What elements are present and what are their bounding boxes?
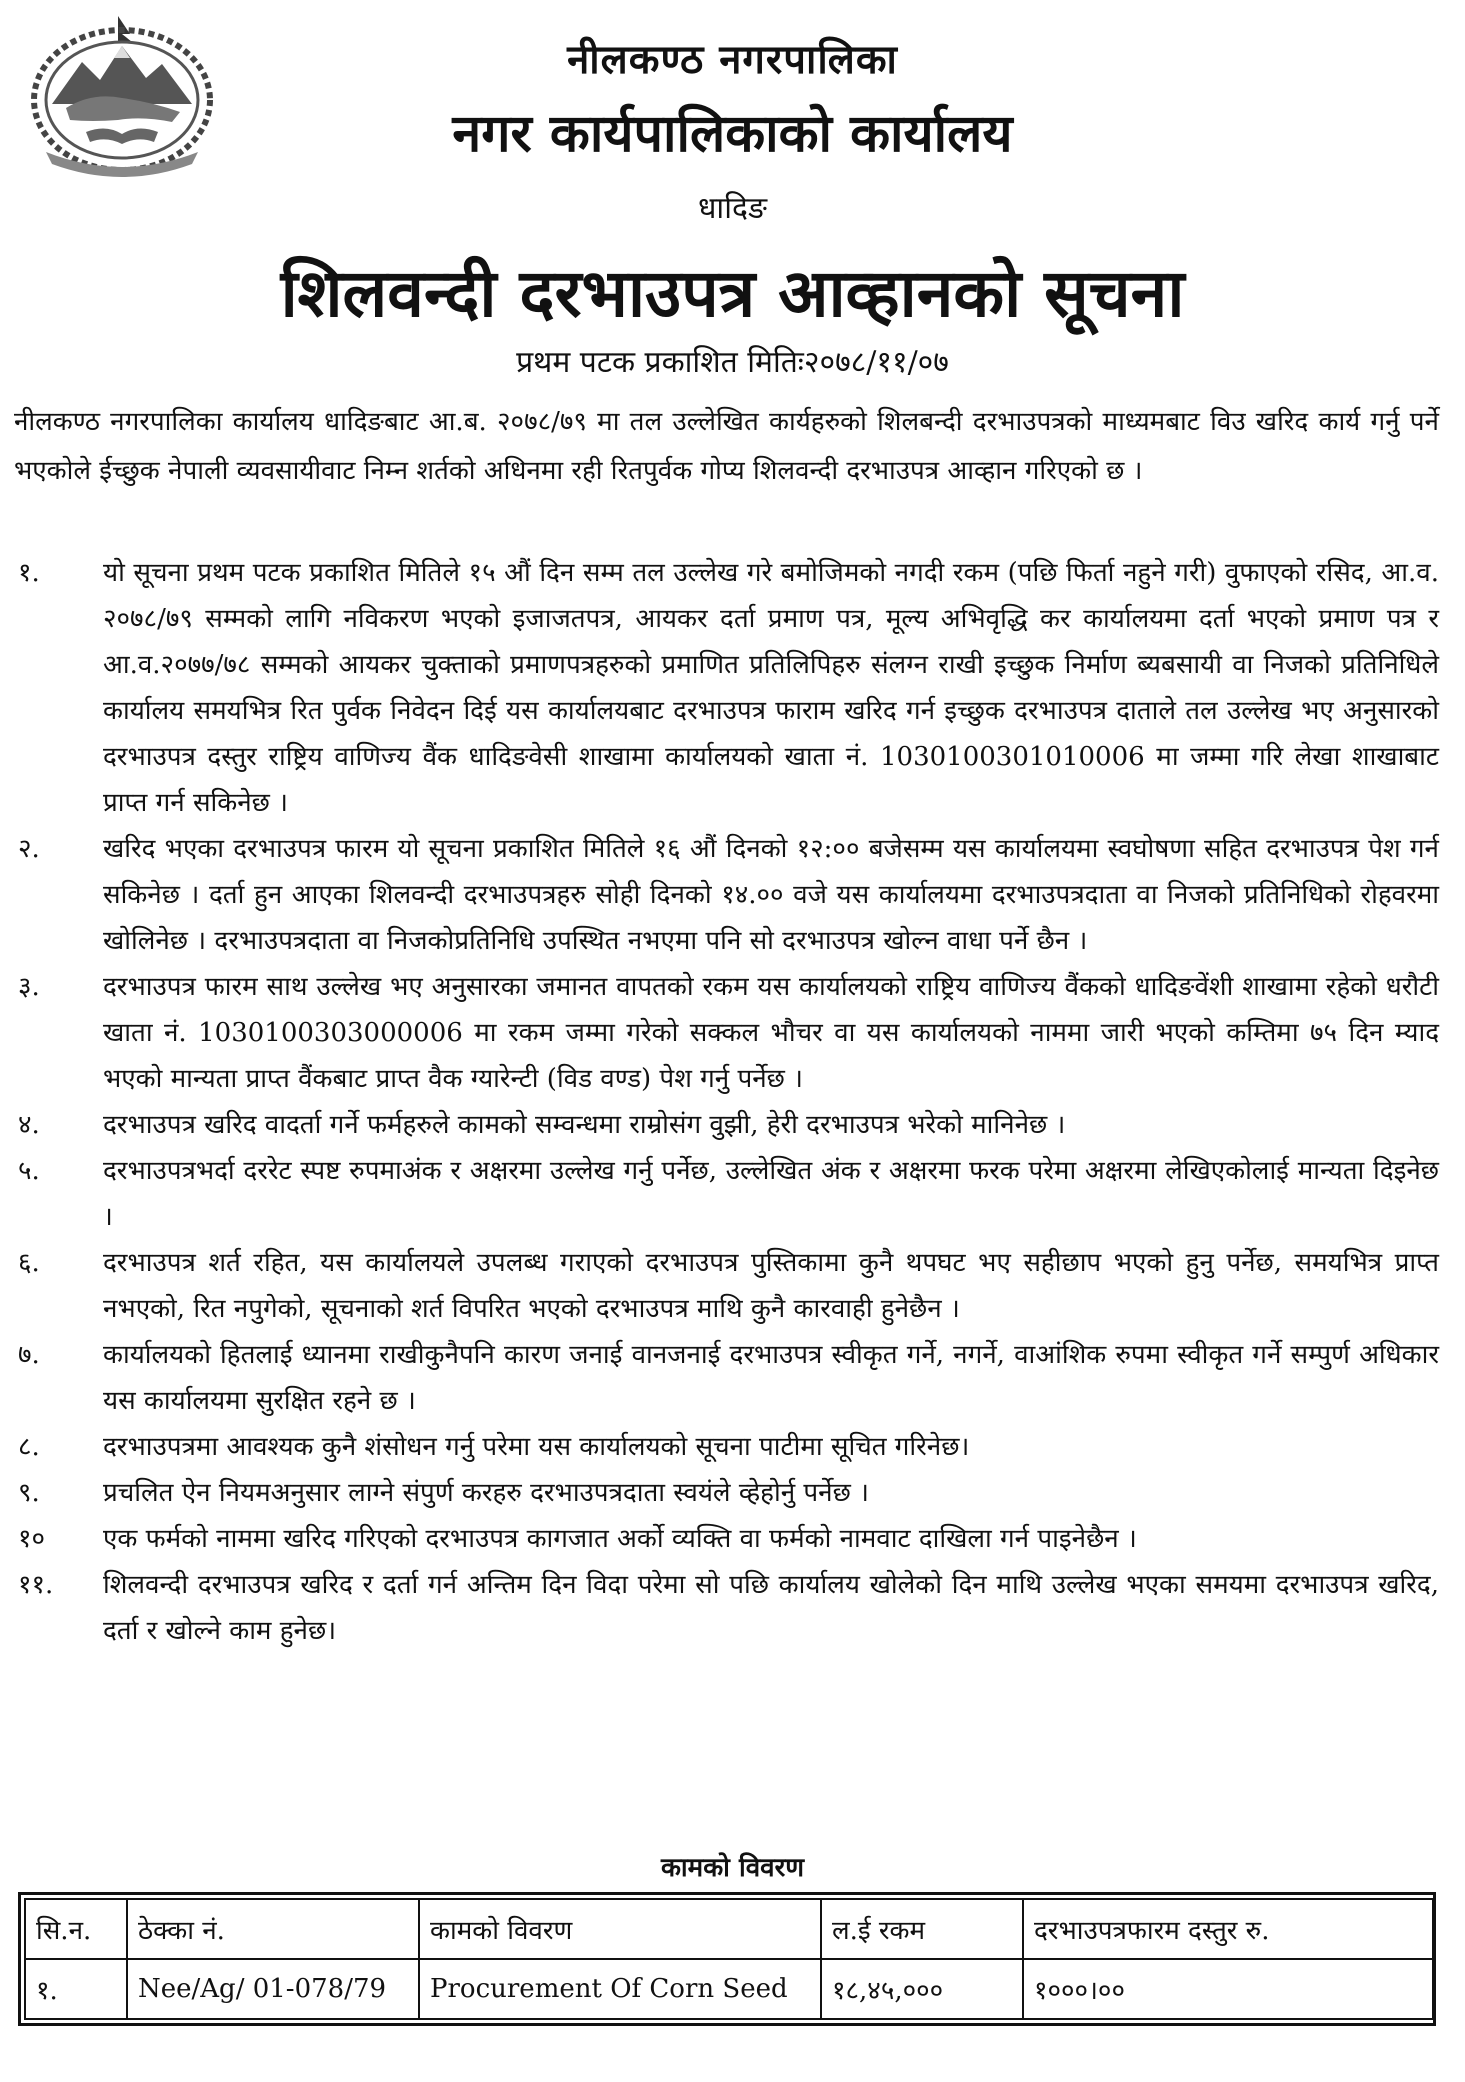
- notice-title: शिलवन्दी दरभाउपत्र आव्हानको सूचना: [280, 254, 1185, 332]
- item-number: ९.: [18, 1478, 40, 1508]
- cell-estimate-amount: १८,४५,०००: [821, 1959, 1023, 2019]
- item-number: २.: [18, 834, 40, 864]
- item-text: खरिद भएका दरभाउपत्र फारम यो सूचना प्रकाशित मितिले १६ औं दिनको १२:०० बजेसम्म यस कार्यालयमा स्वघोषणा सहित दरभाउपत्र पेश गर्न सकिनेछ । दर्ता हुन आएका शिलवन्दी दरभाउपत्रहरु सोही दिनको १४.०० वजे यस कार्यालयमा दरभाउपत्रदाता वा निजको प्रतिनिधिको रोहवरमा खोलिनेछ । दरभाउपत्रदाता वा निजकोप्रतिनिधि उपस्थित नभएमा पनि सो दरभाउपत्र खोल्न वाधा पर्ने छैन ।: [103, 834, 1439, 956]
- table-header-row: [25, 1899, 1433, 1959]
- item-number: ११.: [18, 1570, 54, 1600]
- cell-contract-no: Nee/Ag/ 01-078/79: [127, 1959, 419, 2019]
- item-number: १.: [18, 558, 40, 588]
- item-text: दरभाउपत्र फारम साथ उल्लेख भए अनुसारका जमानत वापतको रकम यस कार्यालयको राष्ट्रिय वाणिज्य वैंकको धादिङवेंशी शाखामा रहेको धरौटी खाता नं. 1030100303000006 मा रकम जम्मा गरेको सक्कल भौचर वा यस कार्यालयको नाममा जारी भएको कम्तिमा ७५ दिन म्याद भएको मान्यता प्राप्त वैंकबाट प्राप्त वैक ग्यारेन्टी (विड वण्ड) पेश गर्नु पर्नेछ ।: [103, 972, 1439, 1094]
- header-form-fee: दरभाउपत्रफारम दस्तुर रु.: [1023, 1899, 1433, 1959]
- list-item: [14, 826, 1439, 964]
- item-number: ४.: [18, 1110, 40, 1140]
- published-date: प्रथम पटक प्रकाशित मितिः२०७८/११/०७: [516, 345, 949, 380]
- header-contract-no: ठेक्का नं.: [127, 1899, 419, 1959]
- item-text: शिलवन्दी दरभाउपत्र खरिद र दर्ता गर्न अन्तिम दिन विदा परेमा सो पछि कार्यालय खोलेको दिन माथि उल्लेख भएका समयमा दरभाउपत्र खरिद, दर्ता र खोल्ने काम हुनेछ।: [103, 1570, 1439, 1646]
- intro-paragraph: नीलकण्ठ नगरपालिका कार्यालय धादिङबाट आ.ब. २०७८/७९ मा तल उल्लेखित कार्यहरुको शिलबन्दी दरभाउपत्रको माध्यमबाट विउ खरिद कार्य गर्नु पर्ने भएकोले ईच्छुक नेपाली व्यवसायीवाट निम्न शर्तको अधिनमा रही रितपुर्वक गोप्य शिलवन्दी दरभाउपत्र आव्हान गरिएको छ ।: [14, 407, 1439, 486]
- list-item: [14, 1332, 1439, 1424]
- municipality-name: नीलकण्ठ नगरपालिका: [567, 36, 898, 83]
- item-number: ५.: [18, 1156, 40, 1186]
- item-text: दरभाउपत्र शर्त रहित, यस कार्यालयले उपलब्ध गराएको दरभाउपत्र पुस्तिकामा कुनै थपघट भए सहीछाप भएको हुनु पर्नेछ, समयभित्र प्राप्त नभएको, रित नपुगेको, सूचनाको शर्त विपरित भएको दरभाउपत्र माथि कुनै कारवाही हुनेछैन ।: [103, 1248, 1439, 1324]
- list-item: [14, 550, 1439, 826]
- item-text: यो सूचना प्रथम पटक प्रकाशित मितिले १५ औं दिन सम्म तल उल्लेख गरे बमोजिमको नगदी रकम (पछि फिर्ता नहुने गरी) वुफाएको रसिद, आ.व. २०७८/७९ सम्मको लागि नविकरण भएको इजाजतपत्र, आयकर दर्ता प्रमाण पत्र, मूल्य अभिवृद्धि कर कार्यालयमा दर्ता भएको प्रमाण पत्र र आ.व.२०७७/७८ सम्मको आयकर चुक्ताको प्रमाणपत्रहरुको प्रमाणित प्रतिलिपिहरु संलग्न राखी इच्छुक निर्माण ब्यबसायी वा निजको प्रतिनिधिले कार्यालय समयभित्र रित पुर्वक निवेदन दिई यस कार्यालयबाट दरभाउपत्र फाराम खरिद गर्न इच्छुक दरभाउपत्र दाताले तल उल्लेख भए अनुसारको दरभाउपत्र दस्तुर राष्ट्रिय वाणिज्य वैंक धादिङवेसी शाखामा कार्यालयको खाता नं. 1030100301010006 मा जम्मा गरि लेखा शाखाबाट प्राप्त गर्न सकिनेछ ।: [103, 558, 1439, 818]
- item-number: ८.: [18, 1432, 40, 1462]
- cell-work-description: Procurement Of Corn Seed: [419, 1959, 821, 2019]
- list-item: [14, 1240, 1439, 1332]
- table-caption: कामको विवरण: [660, 1853, 805, 1883]
- conditions-list: [14, 550, 1439, 1654]
- item-text: दरभाउपत्रभर्दा दररेट स्पष्ट रुपमाअंक र अक्षरमा उल्लेख गर्नु पर्नेछ, उल्लेखित अंक र अक्षरमा फरक परेमा अक्षरमा लेखिएकोलाई मान्यता दिइनेछ ।: [103, 1156, 1439, 1232]
- cell-sn: १.: [25, 1959, 127, 2019]
- works-table: [24, 1898, 1434, 2020]
- office-name: नगर कार्यपालिकाको कार्यालय: [452, 103, 1013, 164]
- header-work-description: कामको विवरण: [419, 1899, 821, 1959]
- item-text: एक फर्मको नाममा खरिद गरिएको दरभाउपत्र कागजात अर्को व्यक्ति वा फर्मको नामवाट दाखिला गर्न पाइनेछैन ।: [103, 1524, 1137, 1554]
- list-item: [14, 1102, 1439, 1148]
- item-text: कार्यालयको हितलाई ध्यानमा राखीकुनैपनि कारण जनाई वानजनाई दरभाउपत्र स्वीकृत गर्ने, नगर्ने, वाआंशिक रुपमा स्वीकृत गर्ने सम्पुर्ण अधिकार यस कार्यालयमा सुरक्षित रहने छ ।: [103, 1340, 1439, 1416]
- item-number: १०: [18, 1524, 46, 1554]
- header-sn: सि.न.: [25, 1899, 127, 1959]
- list-item: [14, 1562, 1439, 1654]
- district-name: धादिङ: [697, 191, 768, 226]
- item-text: दरभाउपत्र खरिद वादर्ता गर्ने फर्महरुले कामको सम्वन्धमा राम्रोसंग वुझी, हेरी दरभाउपत्र भरेको मानिनेछ ।: [103, 1110, 1066, 1140]
- item-number: ७.: [18, 1340, 40, 1370]
- table-row: [25, 1959, 1433, 2019]
- item-number: ६.: [18, 1248, 40, 1278]
- list-item: [14, 1470, 1439, 1516]
- header-estimate-amount: ल.ई रकम: [821, 1899, 1023, 1959]
- list-item: [14, 1148, 1439, 1240]
- list-item: [14, 964, 1439, 1102]
- cell-form-fee: १०००।००: [1023, 1959, 1433, 2019]
- item-text: दरभाउपत्रमा आवश्यक कुनै शंसोधन गर्नु परेमा यस कार्यालयको सूचना पाटीमा सूचित गरिनेछ।: [103, 1432, 970, 1462]
- item-text: प्रचलित ऐन नियमअनुसार लाग्ने संपुर्ण करहरु दरभाउपत्रदाता स्वयंले व्हेहोर्नु पर्नेछ ।: [103, 1478, 869, 1508]
- list-item: [14, 1424, 1439, 1470]
- item-number: ३.: [18, 972, 40, 1002]
- list-item: [14, 1516, 1439, 1562]
